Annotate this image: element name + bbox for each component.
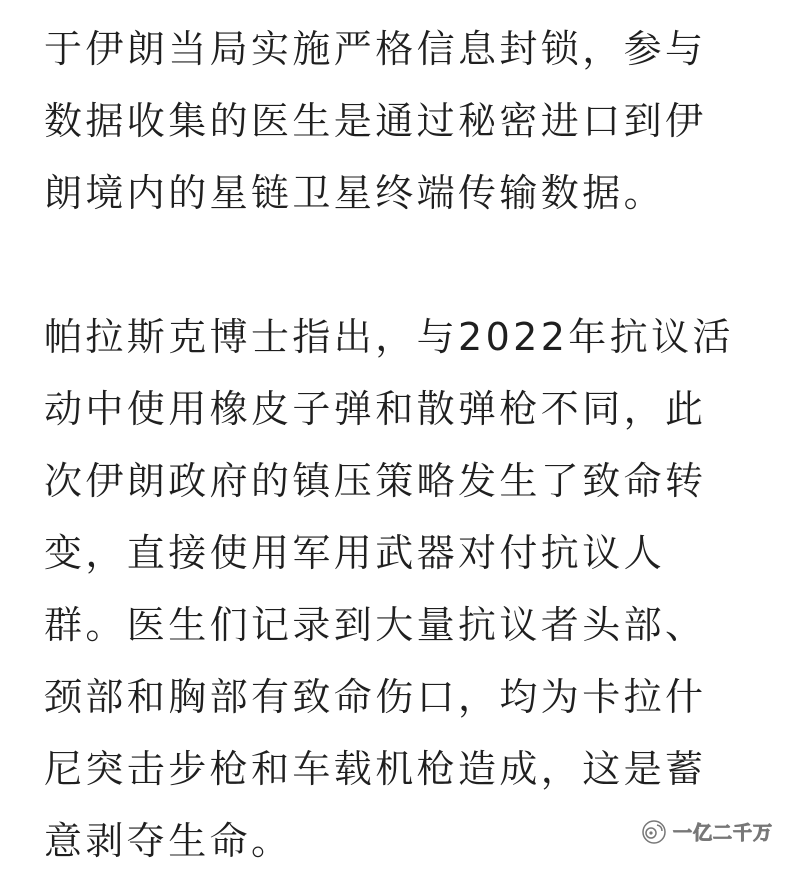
- text-line: 变，直接使用军用武器对付抗议人: [44, 531, 666, 575]
- text-line: 朗境内的星链卫星终端传输数据。: [44, 171, 666, 215]
- text-line: 数据收集的医生是通过秘密进口到伊: [44, 99, 707, 143]
- text-line: 次伊朗政府的镇压策略发生了致命转: [44, 459, 707, 503]
- paragraph-1: [44, 13, 754, 229]
- watermark: [641, 818, 773, 845]
- watermark-logo-icon: [641, 819, 667, 845]
- text-line: 帕拉斯克博士指出，与2022年抗议活: [44, 315, 734, 359]
- text-line: 于伊朗当局实施严格信息封锁，参与: [44, 27, 707, 71]
- text-line: 尼突击步枪和车载机枪造成，这是蓄: [44, 747, 707, 791]
- text-line: 群。医生们记录到大量抗议者头部、: [44, 603, 707, 647]
- text-line: 颈部和胸部有致命伤口，均为卡拉什: [44, 675, 707, 719]
- paragraph-2: [44, 301, 754, 877]
- article-body: [44, 0, 754, 877]
- watermark-text: 一亿二千万: [672, 822, 773, 844]
- text-line: 动中使用橡皮子弹和散弹枪不同，此: [44, 387, 707, 431]
- text-line: 意剥夺生命。: [44, 819, 293, 863]
